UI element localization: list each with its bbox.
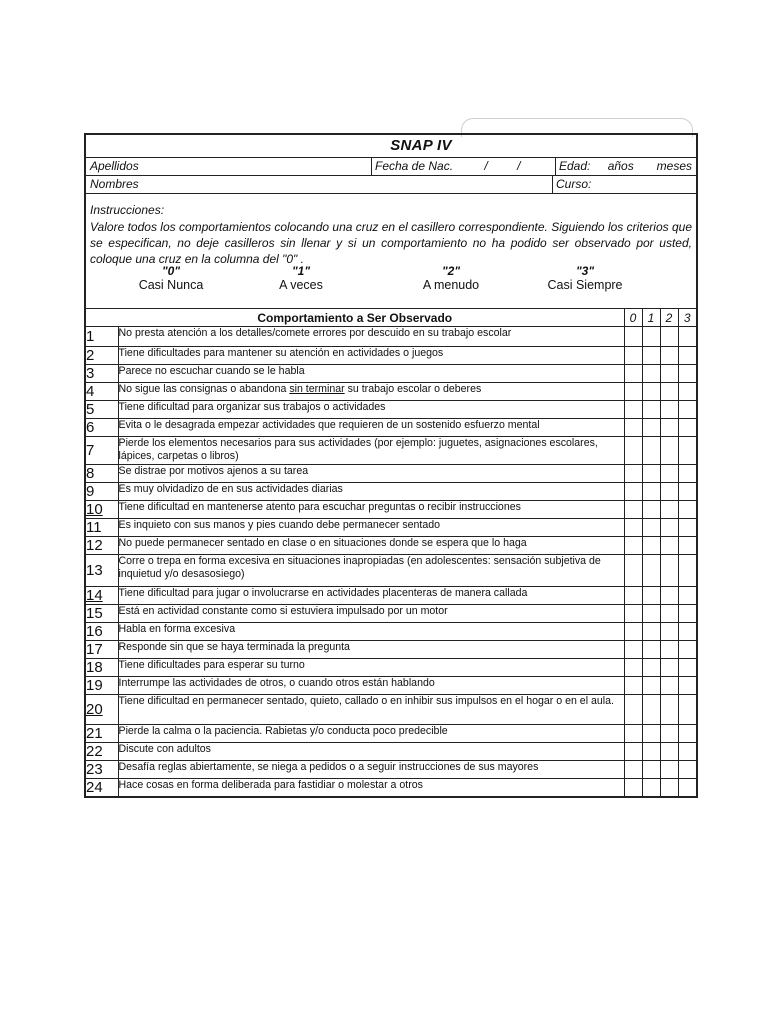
table-row — [86, 327, 696, 347]
scale-label: Casi Siempre — [547, 278, 623, 292]
score-checkbox[interactable] — [624, 401, 642, 419]
score-checkbox[interactable] — [624, 501, 642, 519]
info-row-nombres — [86, 176, 696, 194]
behavior-table — [86, 308, 696, 797]
curso-field[interactable]: Curso: — [556, 177, 592, 191]
score-checkbox[interactable] — [678, 641, 696, 659]
anos-label: años — [607, 159, 634, 173]
score-checkbox[interactable] — [678, 501, 696, 519]
scale-code: "0" — [161, 264, 181, 278]
item-number: 7 — [86, 437, 118, 465]
score-checkbox[interactable] — [678, 347, 696, 365]
date-separator: / — [484, 159, 488, 173]
item-text: Corre o trepa en forma excesiva en situaciones inapropiadas (en adolescentes: sensación subjetiva de inquietud y/o desasosiego) — [118, 555, 624, 587]
score-col-header: 1 — [642, 309, 660, 327]
table-row — [86, 347, 696, 365]
instructions-block — [86, 194, 696, 308]
score-checkbox[interactable] — [624, 779, 642, 797]
table-row — [86, 419, 696, 437]
score-checkbox[interactable] — [660, 401, 678, 419]
score-checkbox[interactable] — [660, 383, 678, 401]
table-row — [86, 695, 696, 725]
score-checkbox[interactable] — [642, 465, 660, 483]
score-checkbox[interactable] — [624, 761, 642, 779]
item-number: 14 — [86, 587, 118, 605]
item-text: Pierde la calma o la paciencia. Rabietas y/o conducta poco predecible — [118, 725, 624, 743]
score-checkbox[interactable] — [660, 555, 678, 587]
fecha-nac-label: Fecha de Nac. — [375, 159, 454, 173]
item-text: Hace cosas en forma deliberada para fastidiar o molestar a otros — [118, 779, 624, 797]
score-checkbox[interactable] — [624, 725, 642, 743]
table-row — [86, 677, 696, 695]
score-checkbox[interactable] — [678, 677, 696, 695]
scale-point — [116, 265, 226, 293]
item-number: 16 — [86, 623, 118, 641]
table-row — [86, 659, 696, 677]
score-checkbox[interactable] — [642, 605, 660, 623]
item-text — [118, 383, 624, 401]
item-text-underlined: sin terminar — [289, 383, 345, 395]
date-separator: / — [517, 159, 521, 173]
score-checkbox[interactable] — [624, 383, 642, 401]
item-text: Tiene dificultad para jugar o involucrarse en actividades placenteras de manera callada — [118, 587, 624, 605]
score-checkbox[interactable] — [624, 365, 642, 383]
item-text: Es inquieto con sus manos y pies cuando debe permanecer sentado — [118, 519, 624, 537]
table-row — [86, 401, 696, 419]
score-checkbox[interactable] — [660, 537, 678, 555]
table-row — [86, 383, 696, 401]
score-col-header: 2 — [660, 309, 678, 327]
score-checkbox[interactable] — [660, 587, 678, 605]
score-checkbox[interactable] — [678, 327, 696, 347]
score-checkbox[interactable] — [660, 743, 678, 761]
item-number: 22 — [86, 743, 118, 761]
score-checkbox[interactable] — [624, 327, 642, 347]
item-number: 4 — [86, 383, 118, 401]
item-number: 24 — [86, 779, 118, 797]
scale-code: "1" — [291, 264, 311, 278]
item-number: 23 — [86, 761, 118, 779]
scale-code: "2" — [441, 264, 461, 278]
item-text: Tiene dificultad en mantenerse atento para escuchar preguntas o recibir instrucciones — [118, 501, 624, 519]
item-text: Tiene dificultad en permanecer sentado, quieto, callado o en inhibir sus impulsos en el hogar o en el aula. — [118, 695, 624, 725]
item-text: Interrumpe las actividades de otros, o cuando otros están hablando — [118, 677, 624, 695]
score-checkbox[interactable] — [642, 659, 660, 677]
scale-label: A menudo — [422, 278, 480, 292]
score-checkbox[interactable] — [660, 519, 678, 537]
item-text: Tiene dificultad para organizar sus trabajos o actividades — [118, 401, 624, 419]
score-checkbox[interactable] — [624, 587, 642, 605]
score-checkbox[interactable] — [678, 725, 696, 743]
table-header-row — [86, 309, 696, 327]
table-body — [86, 327, 696, 797]
score-col-header: 3 — [678, 309, 696, 327]
score-checkbox[interactable] — [678, 437, 696, 465]
item-number: 5 — [86, 401, 118, 419]
item-number: 3 — [86, 365, 118, 383]
meses-label: meses — [656, 159, 692, 173]
score-checkbox[interactable] — [678, 605, 696, 623]
scale-point — [246, 265, 356, 293]
table-row — [86, 605, 696, 623]
snap-iv-form — [84, 133, 698, 798]
score-checkbox[interactable] — [678, 519, 696, 537]
item-number: 11 — [86, 519, 118, 537]
item-text: Tiene dificultades para esperar su turno — [118, 659, 624, 677]
score-checkbox[interactable] — [642, 555, 660, 587]
scale-label: A veces — [279, 278, 323, 292]
table-row — [86, 623, 696, 641]
item-number: 20 — [86, 695, 118, 725]
score-checkbox[interactable] — [642, 725, 660, 743]
score-checkbox[interactable] — [660, 327, 678, 347]
score-checkbox[interactable] — [624, 743, 642, 761]
score-checkbox[interactable] — [624, 641, 642, 659]
score-checkbox[interactable] — [660, 623, 678, 641]
item-number: 17 — [86, 641, 118, 659]
score-checkbox[interactable] — [642, 695, 660, 725]
score-checkbox[interactable] — [642, 677, 660, 695]
table-row — [86, 465, 696, 483]
item-number: 15 — [86, 605, 118, 623]
score-checkbox[interactable] — [642, 383, 660, 401]
form-title: SNAP IV — [86, 135, 696, 158]
table-row — [86, 519, 696, 537]
score-checkbox[interactable] — [660, 695, 678, 725]
score-checkbox[interactable] — [660, 483, 678, 501]
score-checkbox[interactable] — [642, 587, 660, 605]
item-number: 21 — [86, 725, 118, 743]
instructions-text: Valore todos los comportamientos colocando una cruz en el casillero correspondiente. Siguiendo los criterios que se especifican, no deje casilleros sin llenar y si un comportamiento no ha podido ser observado por usted, coloque una cruz en la columna del "0" . — [90, 220, 692, 266]
table-row — [86, 587, 696, 605]
item-text: Responde sin que se haya terminada la pregunta — [118, 641, 624, 659]
item-number: 13 — [86, 555, 118, 587]
score-checkbox[interactable] — [642, 483, 660, 501]
score-checkbox[interactable] — [678, 587, 696, 605]
score-checkbox[interactable] — [624, 537, 642, 555]
score-checkbox[interactable] — [678, 419, 696, 437]
score-checkbox[interactable] — [660, 659, 678, 677]
score-checkbox[interactable] — [678, 401, 696, 419]
item-text: Se distrae por motivos ajenos a su tarea — [118, 465, 624, 483]
score-checkbox[interactable] — [642, 761, 660, 779]
score-checkbox[interactable] — [678, 659, 696, 677]
score-checkbox[interactable] — [660, 641, 678, 659]
item-number: 2 — [86, 347, 118, 365]
table-row — [86, 555, 696, 587]
table-row — [86, 641, 696, 659]
score-checkbox[interactable] — [678, 537, 696, 555]
score-checkbox[interactable] — [660, 437, 678, 465]
score-checkbox[interactable] — [678, 779, 696, 797]
score-checkbox[interactable] — [642, 401, 660, 419]
score-checkbox[interactable] — [624, 347, 642, 365]
item-text: Es muy olvidadizo de en sus actividades diarias — [118, 483, 624, 501]
score-checkbox[interactable] — [642, 743, 660, 761]
fecha-nac-field[interactable] — [372, 158, 556, 175]
score-checkbox[interactable] — [660, 677, 678, 695]
rating-scale-legend — [86, 265, 696, 305]
table-row — [86, 725, 696, 743]
score-checkbox[interactable] — [624, 695, 642, 725]
scale-label: Casi Nunca — [138, 278, 204, 292]
score-checkbox[interactable] — [678, 623, 696, 641]
score-checkbox[interactable] — [660, 465, 678, 483]
score-checkbox[interactable] — [678, 743, 696, 761]
item-number: 18 — [86, 659, 118, 677]
score-checkbox[interactable] — [624, 437, 642, 465]
item-text: Parece no escuchar cuando se le habla — [118, 365, 624, 383]
table-row — [86, 537, 696, 555]
score-checkbox[interactable] — [624, 555, 642, 587]
item-text: Tiene dificultades para mantener su atención en actividades o juegos — [118, 347, 624, 365]
score-checkbox[interactable] — [642, 501, 660, 519]
item-text: No puede permanecer sentado en clase o en situaciones donde se espera que lo haga — [118, 537, 624, 555]
instructions-heading: Instrucciones: — [90, 203, 165, 217]
score-checkbox[interactable] — [642, 327, 660, 347]
score-checkbox[interactable] — [624, 605, 642, 623]
table-row — [86, 483, 696, 501]
item-text: Desafía reglas abiertamente, se niega a pedidos o a seguir instrucciones de sus mayores — [118, 761, 624, 779]
table-header: Comportamiento a Ser Observado — [86, 309, 624, 327]
table-row — [86, 501, 696, 519]
item-text: Discute con adultos — [118, 743, 624, 761]
score-col-header: 0 — [624, 309, 642, 327]
score-checkbox[interactable] — [624, 465, 642, 483]
table-row — [86, 743, 696, 761]
item-number: 8 — [86, 465, 118, 483]
score-checkbox[interactable] — [678, 383, 696, 401]
score-checkbox[interactable] — [660, 501, 678, 519]
scale-code: "3" — [575, 264, 595, 278]
score-checkbox[interactable] — [642, 623, 660, 641]
info-row-apellidos — [86, 158, 696, 176]
scale-point — [396, 265, 506, 293]
score-checkbox[interactable] — [624, 519, 642, 537]
item-text-part: su trabajo escolar o deberes — [344, 383, 482, 395]
score-checkbox[interactable] — [678, 761, 696, 779]
score-checkbox[interactable] — [624, 623, 642, 641]
item-text: Habla en forma excesiva — [118, 623, 624, 641]
scale-point — [530, 265, 640, 293]
score-checkbox[interactable] — [660, 347, 678, 365]
item-number: 10 — [86, 501, 118, 519]
score-checkbox[interactable] — [660, 365, 678, 383]
score-checkbox[interactable] — [624, 483, 642, 501]
table-row — [86, 437, 696, 465]
score-checkbox[interactable] — [624, 659, 642, 677]
item-text: Está en actividad constante como si estuviera impulsado por un motor — [118, 605, 624, 623]
item-text: Pierde los elementos necesarios para sus actividades (por ejemplo: juguetes, asignaciones escolares, lápices, carpetas o libros) — [118, 437, 624, 465]
item-text-part: No sigue las consignas o abandona — [118, 383, 290, 395]
item-number: 19 — [86, 677, 118, 695]
table-row — [86, 779, 696, 797]
score-checkbox[interactable] — [678, 465, 696, 483]
item-text: Evita o le desagrada empezar actividades que requieren de un sostenido esfuerzo mental — [118, 419, 624, 437]
score-checkbox[interactable] — [660, 761, 678, 779]
apellidos-field[interactable]: Apellidos — [86, 158, 372, 175]
item-number: 1 — [86, 327, 118, 347]
table-row — [86, 761, 696, 779]
score-checkbox[interactable] — [642, 641, 660, 659]
score-checkbox[interactable] — [660, 725, 678, 743]
nombres-field[interactable]: Nombres — [86, 176, 553, 193]
score-checkbox[interactable] — [642, 347, 660, 365]
item-text: No presta atención a los detalles/comete errores por descuido en su trabajo escolar — [118, 327, 624, 347]
item-number: 6 — [86, 419, 118, 437]
item-number: 9 — [86, 483, 118, 501]
score-checkbox[interactable] — [660, 605, 678, 623]
score-checkbox[interactable] — [642, 437, 660, 465]
score-checkbox[interactable] — [660, 779, 678, 797]
item-number: 12 — [86, 537, 118, 555]
score-checkbox[interactable] — [678, 695, 696, 725]
score-checkbox[interactable] — [642, 419, 660, 437]
score-checkbox[interactable] — [624, 419, 642, 437]
score-checkbox[interactable] — [642, 537, 660, 555]
score-checkbox[interactable] — [642, 779, 660, 797]
score-checkbox[interactable] — [678, 555, 696, 587]
score-checkbox[interactable] — [624, 677, 642, 695]
edad-field[interactable] — [556, 158, 696, 175]
score-checkbox[interactable] — [642, 519, 660, 537]
edad-label: Edad: — [559, 159, 591, 173]
score-checkbox[interactable] — [660, 419, 678, 437]
score-checkbox[interactable] — [642, 365, 660, 383]
table-row — [86, 365, 696, 383]
score-checkbox[interactable] — [678, 365, 696, 383]
score-checkbox[interactable] — [678, 483, 696, 501]
